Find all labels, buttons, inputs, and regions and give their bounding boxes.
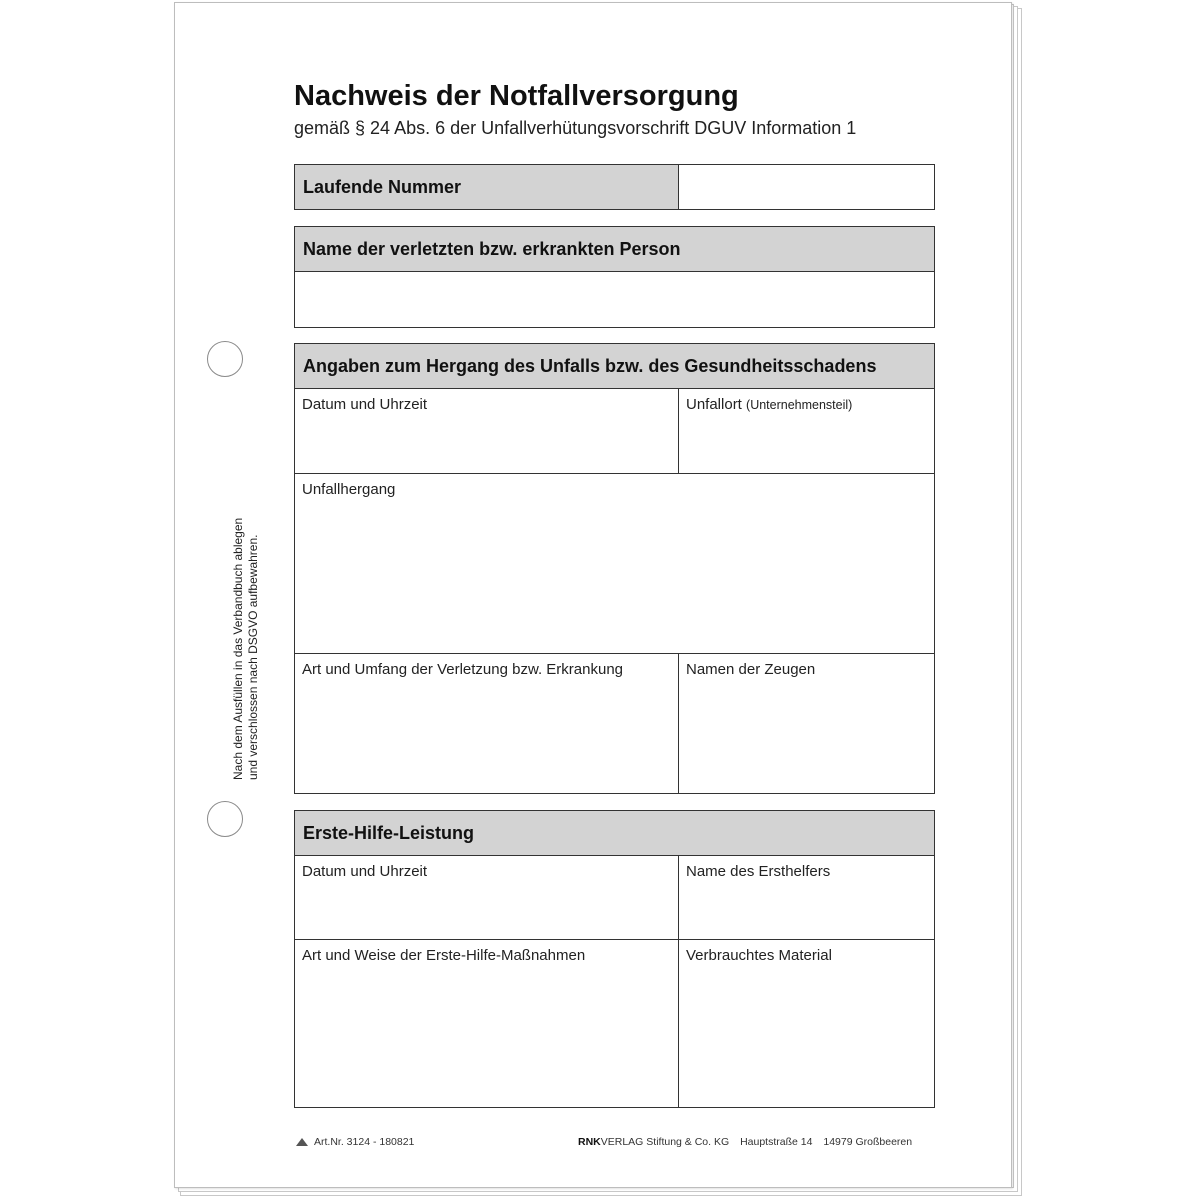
footer-publisher: [578, 1136, 912, 1148]
unfall-datum-field[interactable]: [294, 388, 679, 474]
publisher-logo-icon: [296, 1138, 308, 1146]
publisher-name: VERLAG Stiftung & Co. KG: [600, 1136, 730, 1148]
erste-hilfe-section-header: Erste-Hilfe-Leistung: [294, 810, 935, 856]
hole-punch-icon: [207, 341, 243, 377]
unfallort-note: (Unternehmensteil): [746, 398, 853, 412]
publisher-street: Hauptstraße 14: [740, 1136, 813, 1148]
publisher-city: 14979 Großbeeren: [823, 1136, 913, 1148]
laufende-nummer-label: Laufende Nummer: [294, 164, 679, 210]
side-note: [231, 518, 261, 780]
unfallhergang-field[interactable]: [294, 473, 935, 654]
material-label: Verbrauchtes Material: [686, 947, 832, 964]
unfallort-label-text: Unfallort: [686, 396, 742, 413]
page-subtitle: gemäß § 24 Abs. 6 der Unfallverhütungsvorschrift DGUV Information 1: [294, 118, 857, 138]
erste-hilfe-datum-label: Datum und Uhrzeit: [302, 863, 428, 880]
massnahmen-field[interactable]: [294, 939, 679, 1108]
ersthelfer-label: Name des Ersthelfers: [686, 863, 831, 880]
side-note-line-2: und verschlossen nach DSGVO aufbewahren.: [246, 534, 260, 780]
side-note-line-1: Nach dem Ausfüllen in das Verbandbuch ablegen: [231, 517, 245, 780]
name-section-header: Name der verletzten bzw. erkrankten Person: [294, 226, 935, 272]
page-title: Nachweis der Notfallversorgung: [294, 80, 739, 112]
unfallort-field[interactable]: [678, 388, 935, 474]
zeugen-field[interactable]: [678, 653, 935, 794]
unfall-section-header: Angaben zum Hergang des Unfalls bzw. des Gesundheitsschadens: [294, 343, 935, 389]
hole-punch-icon: [207, 801, 243, 837]
ersthelfer-field[interactable]: [678, 855, 935, 940]
material-field[interactable]: [678, 939, 935, 1108]
erste-hilfe-datum-field[interactable]: [294, 855, 679, 940]
footer-article: [296, 1136, 414, 1148]
laufende-nummer-field[interactable]: [678, 164, 935, 210]
art-umfang-field[interactable]: [294, 653, 679, 794]
massnahmen-label: Art und Weise der Erste-Hilfe-Maßnahmen: [302, 947, 586, 964]
unfallort-label: [686, 396, 852, 413]
unfall-datum-label: Datum und Uhrzeit: [302, 396, 428, 413]
zeugen-label: Namen der Zeugen: [686, 661, 816, 678]
footer-article-number: Art.Nr. 3124 - 180821: [314, 1136, 415, 1148]
name-field[interactable]: [294, 271, 935, 328]
unfallhergang-label: Unfallhergang: [302, 481, 396, 498]
art-umfang-label: Art und Umfang der Verletzung bzw. Erkrankung: [302, 661, 624, 678]
publisher-brand: RNK: [578, 1136, 601, 1148]
